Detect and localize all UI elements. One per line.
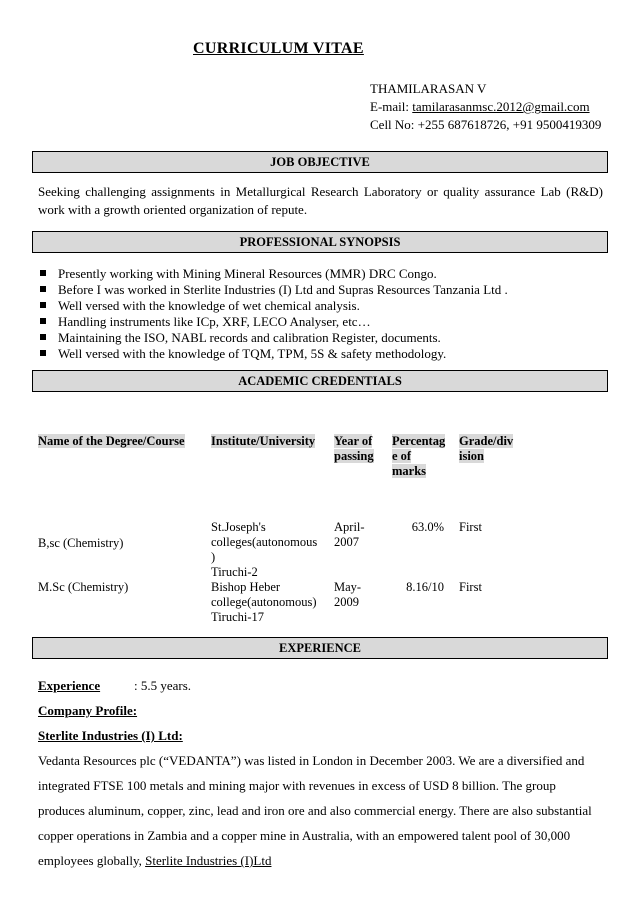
section-academic-credentials: ACADEMIC CREDENTIALS [32, 370, 608, 392]
bullet-icon [40, 318, 46, 324]
row1-degree: B,sc (Chemistry) [38, 536, 124, 550]
row2-institute: Bishop Heber college(autonomous) Tiruchi-17 [211, 580, 317, 624]
col-header-percentage: Percentag e of marks [392, 434, 446, 478]
list-item [38, 298, 598, 314]
row1-year: April- 2007 [334, 520, 365, 549]
list-item [38, 330, 598, 346]
synopsis-list [38, 266, 598, 362]
profile-line: integrated FTSE 100 metals and mining major with revenues in excess of USD 8 billion. The group [38, 778, 556, 793]
section-professional-synopsis: PROFESSIONAL SYNOPSIS [32, 231, 608, 253]
candidate-name: THAMILARASAN V [370, 81, 487, 96]
col-header-degree: Name of the Degree/Course [38, 434, 185, 448]
document-title: CURRICULUM VITAE [193, 40, 364, 57]
col-header-grade: Grade/div ision [459, 434, 514, 463]
bullet-icon [40, 334, 46, 340]
row1-grade: First [459, 520, 482, 534]
contact-block [370, 80, 601, 134]
list-item-text: Before I was worked in Sterlite Industries (I) Ltd and Supras Resources Tanzania Ltd . [58, 282, 508, 297]
bullet-icon [40, 270, 46, 276]
company-link[interactable]: Sterlite Industries (I)Ltd [145, 853, 272, 868]
row1-institute: St.Joseph's colleges(autonomous ) Tiruchi-2 [211, 520, 318, 579]
list-item [38, 266, 598, 282]
experience-line [38, 673, 608, 698]
email-link[interactable]: tamilarasanmsc.2012@gmail.com [412, 99, 590, 114]
list-item [38, 282, 598, 298]
row1-percentage: 63.0% [411, 520, 444, 534]
bullet-icon [40, 286, 46, 292]
cell-line: Cell No: +255 687618726, +91 9500419309 [370, 117, 602, 132]
profile-line: Vedanta Resources plc (“VEDANTA”) was listed in London in December 2003. We are a diversified and [38, 753, 585, 768]
list-item-text: Well versed with the knowledge of wet chemical analysis. [58, 298, 360, 313]
section-experience: EXPERIENCE [32, 637, 608, 659]
experience-block [38, 673, 608, 873]
profile-line: copper operations in Zambia and a copper mine in Australia, with an empowered talent pool of 30,000 [38, 828, 571, 843]
list-item [38, 346, 598, 362]
list-item-text: Handling instruments like ICp, XRF, LECO Analyser, etc… [58, 314, 371, 329]
row2-year: May- 2009 [334, 580, 362, 609]
list-item-text: Presently working with Mining Mineral Resources (MMR) DRC Congo. [58, 266, 437, 281]
experience-value: : 5.5 years. [134, 678, 192, 693]
company-profile-heading: Company Profile: [38, 703, 138, 718]
list-item-text: Maintaining the ISO, NABL records and calibration Register, documents. [58, 330, 441, 345]
company-name: Sterlite Industries (I) Ltd: [38, 728, 183, 743]
profile-line: employees globally, Sterlite Industries (I)Ltd [38, 853, 272, 868]
row2-grade: First [459, 580, 482, 594]
row2-degree: M.Sc (Chemistry) [38, 580, 129, 594]
email-label: E-mail: [370, 99, 413, 114]
experience-label: Experience [38, 678, 101, 693]
profile-line: produces aluminum, copper, zinc, lead and iron ore and also commercial energy. There are also substantial [38, 803, 592, 818]
bullet-icon [40, 302, 46, 308]
bullet-icon [40, 350, 46, 356]
col-header-institute: Institute/University [211, 434, 316, 448]
row2-percentage: 8.16/10 [406, 580, 444, 594]
list-item [38, 314, 598, 330]
list-item-text: Well versed with the knowledge of TQM, TPM, 5S & safety methodology. [58, 346, 447, 361]
col-header-year: Year of passing [334, 434, 374, 463]
objective-text: Seeking challenging assignments in Metallurgical Research Laboratory or quality assurance Lab (R&D) work with a growth oriented organization of repute. [38, 184, 603, 217]
section-job-objective: JOB OBJECTIVE [32, 151, 608, 173]
email-line [370, 98, 601, 116]
